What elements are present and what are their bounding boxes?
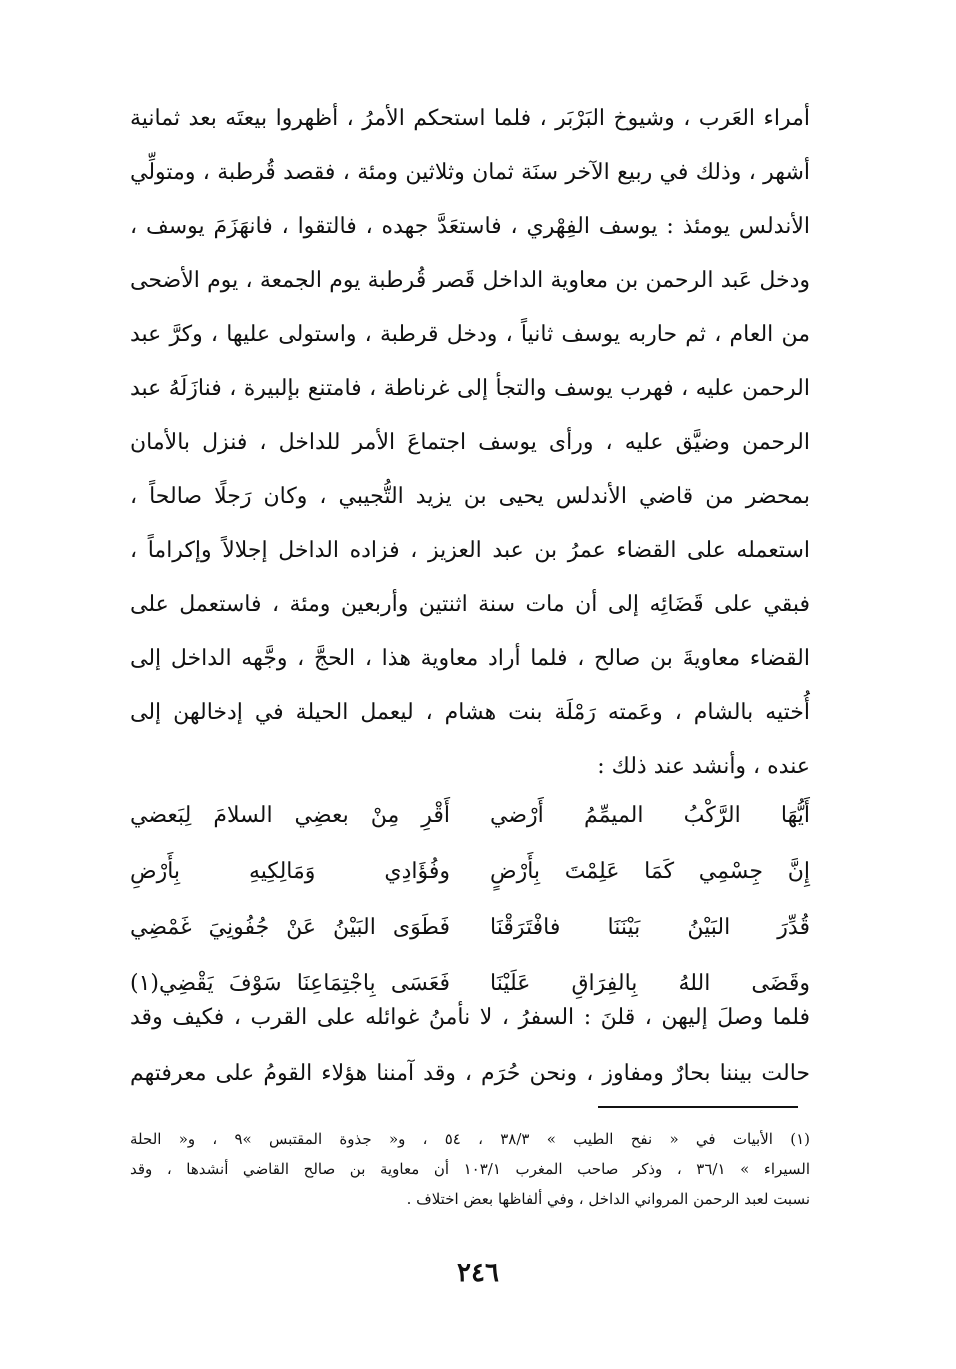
- poem: [130, 788, 810, 1012]
- text-line: القضاء معاويةَ بن صالح ، فلما أراد معاوية هذا ، الحجَّ ، وجَّهه الداخل إلى: [130, 646, 810, 671]
- verse-line: [130, 900, 810, 956]
- page-number: ٢٤٦: [457, 1258, 499, 1288]
- text-line: استعمله على القضاء عمرُ بن عبد العزيز ، فزاده الداخل إجلالاً وإكراماً ،: [130, 538, 810, 563]
- text-line: فلما وصلَ إليهن ، قلنَ : السفرُ ، لا نأمنُ غوائله على القرب ، فكيف وقد: [130, 1005, 810, 1030]
- text-line: الرحمن وضيَّق عليه ، ورأى يوسف اجتماعَ الأمر للداخل ، فنزل بالأمان: [130, 430, 810, 455]
- footnote-separator: [598, 1106, 798, 1108]
- verse-second-hemistich: وفُؤَادِي وَمَالِكِيهِ بِأَرْضِ: [130, 859, 450, 884]
- verse-line: [130, 788, 810, 844]
- footnote-line: السيراء » ٣٦/١ ، وذكر صاحب المغرب ١٠٣/١ أن معاوية بن صالح القاضي أنشدها ، وقد: [130, 1160, 811, 1178]
- verse-second-hemistich: أَقْرِ مِنْ بعضِي السلامَ لِبَعضي: [130, 803, 450, 828]
- text-line: عنده ، وأنشد عند ذلك :: [597, 754, 810, 779]
- text-line: حالت بيننا بحارٌ ومفاوز ، ونحن حُرَم ، وقد آمننا هؤلاء القومُ على معرفتهم: [130, 1061, 810, 1086]
- verse-first-hemistich: إِنَّ جِسْمِي كَمَا عَلِمْتَ بِأَرْضٍ: [490, 859, 810, 884]
- main-text: [130, 92, 810, 794]
- footnote-line: (١) الأبيات في « نفح الطيب » ٣٨/٣ ، ٥٤ ، و« جذوة المقتبس »٩ ، و« الحلة: [130, 1130, 810, 1148]
- continuation-text: [130, 990, 810, 1102]
- text-line: أمراء العَرب ، وشيوخ البَرْبَر ، فلما استحكم الأمرُ ، أظهروا بيعتَه بعد ثمانية: [130, 106, 810, 131]
- text-line: الأندلس يومئذ : يوسف الفِهْري ، فاستعَدَّ جهده ، فالتقوا ، فانهَزَمَ يوسف ،: [130, 214, 810, 239]
- verse-second-hemistich: فَعَسَى بِاجْتِمَاعِنَا سَوْفَ يَقْضِي(١): [130, 971, 450, 996]
- text-line: الرحمن عليه ، فهرب يوسف والتجأ إلى غرناطة ، فامتنع بإلبيرة ، فنازَلَهُ عبد: [130, 376, 810, 401]
- text-line: أشهر ، وذلك في ربيع الآخر سنَة ثمان وثلاثين ومئة ، فقصد قُرطبة ، ومتولِّي: [130, 160, 810, 185]
- footnote-line: نسبت لعبد الرحمن المرواني الداخل ، وفي ألفاظها بعض اختلاف .: [406, 1190, 810, 1208]
- text-line: أُختيه بالشام ، وعَمته رَمْلَة بنت هشام ، ليعمل الحيلة في إدخالهن إلى: [130, 700, 810, 725]
- text-line: فبقي على قَضَائِه إلى أن مات سنة اثنتين وأربعين ومئة ، فاستعمل على: [130, 592, 810, 617]
- text-line: ودخل عَبد الرحمن بن معاوية الداخل قَصر قُرطبة يوم الجمعة ، يوم الأضحى: [130, 268, 810, 293]
- verse-second-hemistich: فَطَوَى البَيْنُ عَنْ جُفُونِيَ غَمْضِي: [130, 915, 450, 940]
- verse-first-hemistich: أَيُّهَا الرَّكْبُ الميمِّمُ أَرْضي: [490, 803, 810, 828]
- text-line: من العام ، ثم حاربه يوسف ثانياً ، ودخل قرطبة ، واستولى عليها ، وكرَّ عبد: [130, 322, 810, 347]
- verse-first-hemistich: وقَضَى اللهُ بِالفِرَاقِ عَلَيْنَا: [490, 971, 810, 996]
- verse-line: [130, 844, 810, 900]
- text-line: بمحضر من قاضي الأندلس يحيى بن يزيد التُّجيبي ، وكان رَجلًا صالحاً ،: [130, 484, 810, 509]
- footnote: [130, 1124, 810, 1214]
- verse-first-hemistich: قُدِّرَ البَيْنُ بَيْنَنَا فافْتَرَقْنَا: [490, 915, 810, 940]
